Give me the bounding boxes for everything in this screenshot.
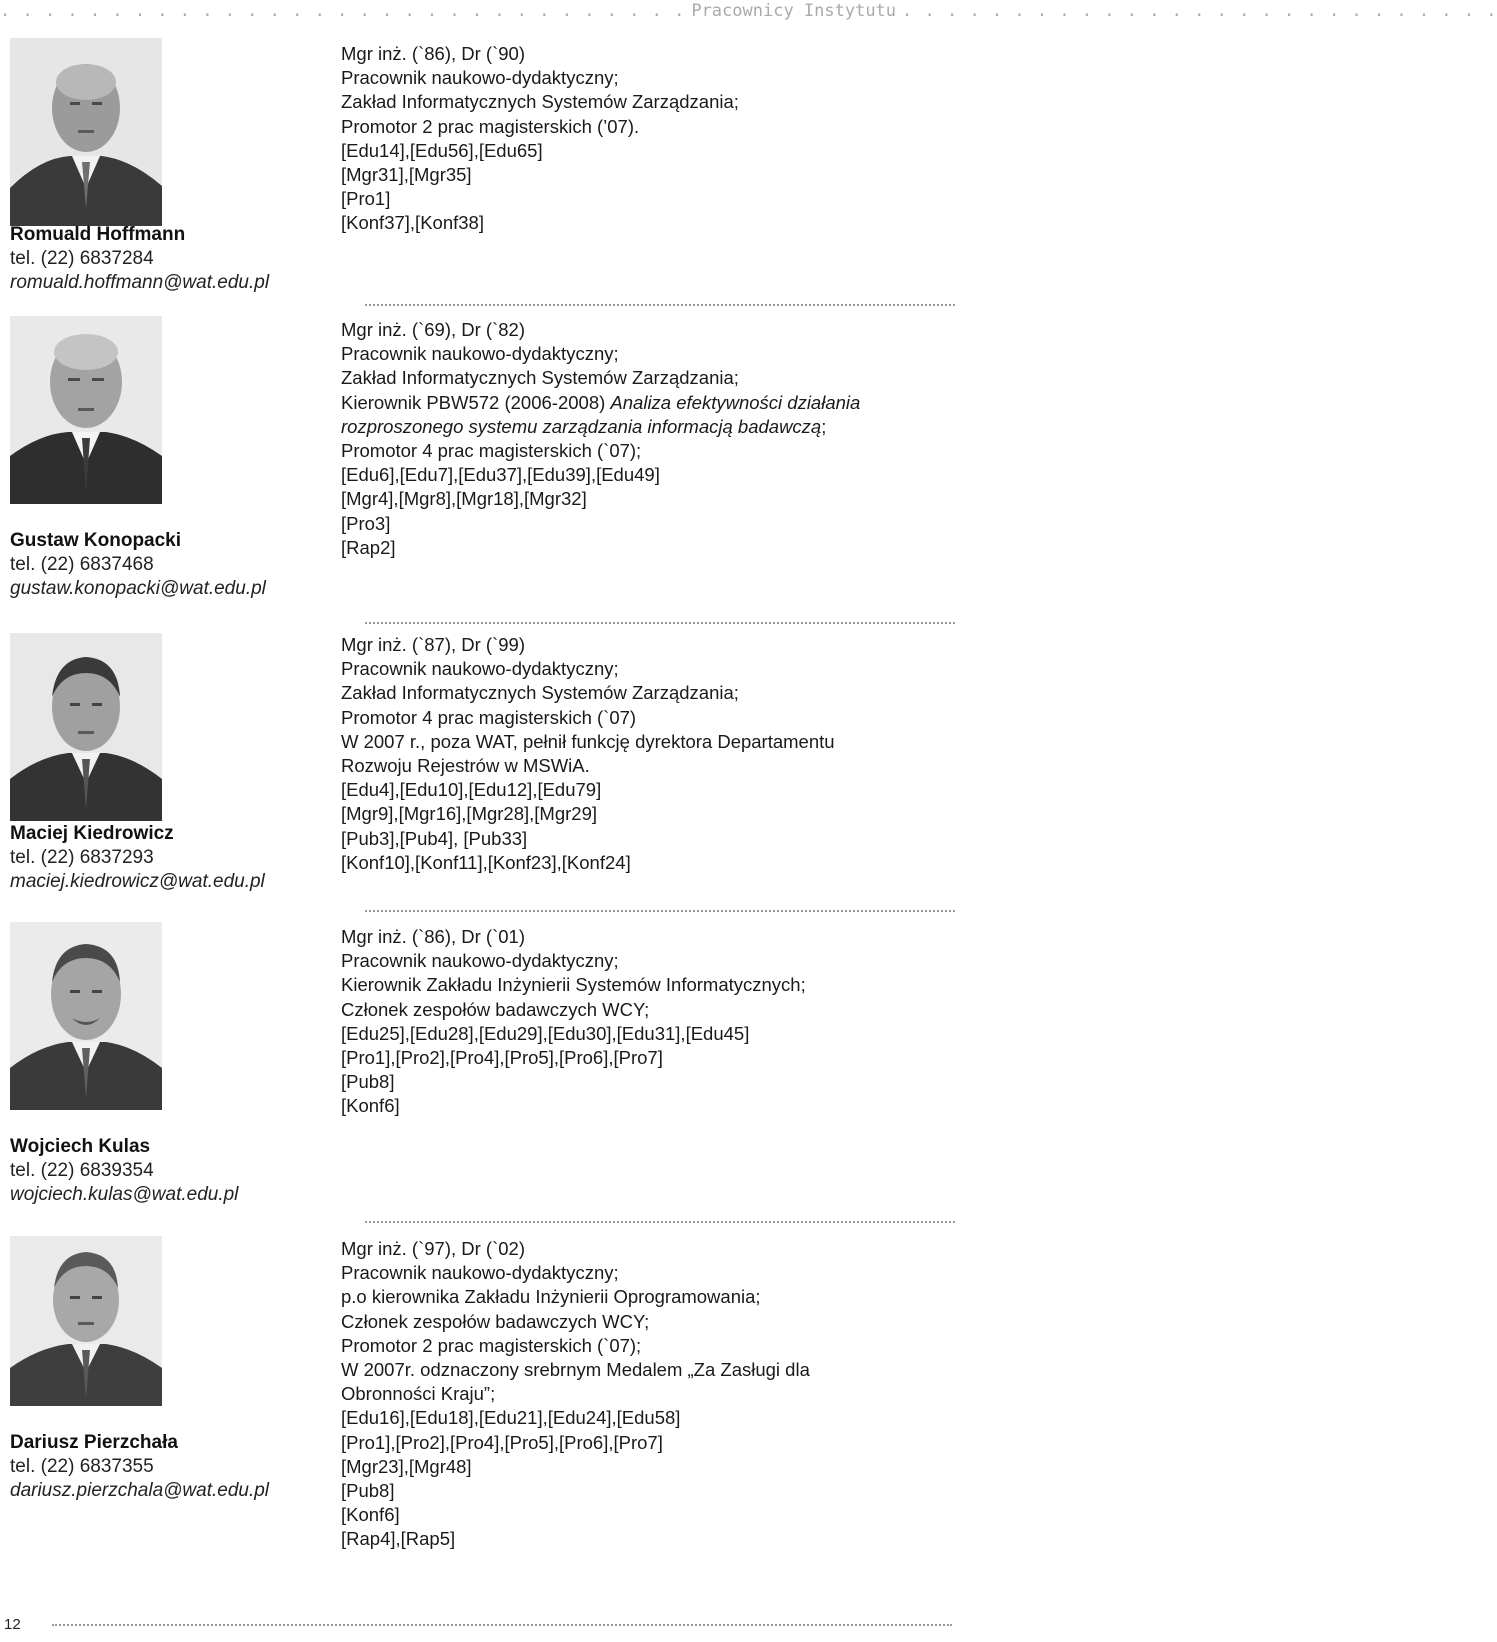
project-title: Analiza efektywności działania [610, 391, 861, 413]
detail-line: Mgr inż. (`97), Dr (`02) [341, 1238, 525, 1259]
project-title-cont: rozproszonego systemu zarządzania informacją badawczą [341, 415, 822, 437]
person-name: Wojciech Kulas [10, 1136, 151, 1157]
detail-line: Promotor 2 prac magisterskich (`07); [341, 1334, 642, 1356]
person-phone: tel. (22) 6837284 [10, 248, 154, 269]
contact-card [10, 1135, 310, 1207]
portrait-image [10, 316, 162, 504]
detail-line: [Pub3],[Pub4], [Pub33] [341, 827, 528, 849]
portrait-image [10, 38, 162, 226]
detail-line: [Konf10],[Konf11],[Konf23],[Konf24] [341, 851, 631, 873]
detail-line [341, 391, 951, 415]
person-email[interactable]: romuald.hoffmann@wat.edu.pl [10, 272, 270, 293]
detail-line: [Edu6],[Edu7],[Edu37],[Edu39],[Edu49] [341, 464, 660, 486]
person-phone: tel. (22) 6837355 [10, 1456, 154, 1477]
contact-card [10, 529, 310, 601]
detail-line: [Edu25],[Edu28],[Edu29],[Edu30],[Edu31],[Edu45] [341, 1022, 750, 1044]
detail-line: W 2007r. odznaczony srebrnym Medalem „Za Zasługi dla [341, 1359, 810, 1381]
person-phone: tel. (22) 6839354 [10, 1160, 154, 1181]
detail-line: [Edu14],[Edu56],[Edu65] [341, 139, 543, 161]
detail-text: ; [821, 415, 827, 437]
detail-line: W 2007 r., poza WAT, pełnił funkcję dyrektora Departamentu [341, 730, 835, 752]
footer-divider [52, 1624, 952, 1626]
contact-card [10, 1431, 310, 1503]
detail-line: [Rap4],[Rap5] [341, 1528, 456, 1550]
detail-line: [Rap2] [341, 536, 396, 558]
detail-line: Pracownik naukowo-dydaktyczny; [341, 950, 619, 972]
detail-line: [Mgr31],[Mgr35] [341, 164, 472, 186]
detail-line: [Mgr23],[Mgr48] [341, 1455, 472, 1477]
detail-line: [Mgr4],[Mgr8],[Mgr18],[Mgr32] [341, 488, 587, 510]
detail-line: Mgr inż. (`86), Dr (`90) [341, 43, 525, 64]
person-phone: tel. (22) 6837293 [10, 847, 154, 868]
section-divider [365, 1221, 955, 1223]
detail-line: [Konf37],[Konf38] [341, 212, 484, 234]
detail-line: [Pub8] [341, 1480, 395, 1502]
section-divider [365, 622, 955, 624]
person-details [341, 1237, 951, 1552]
detail-line: [Konf6] [341, 1504, 400, 1526]
portrait-photo [10, 922, 162, 1110]
detail-line: [Pro1],[Pro2],[Pro4],[Pro5],[Pro6],[Pro7] [341, 1431, 663, 1453]
person-email[interactable]: maciej.kiedrowicz@wat.edu.pl [10, 871, 265, 892]
detail-line: Mgr inż. (`69), Dr (`82) [341, 319, 525, 340]
portrait-image [10, 633, 162, 821]
detail-line: Kierownik Zakładu Inżynierii Systemów Informatycznych; [341, 974, 806, 996]
detail-line: Zakład Informatycznych Systemów Zarządzania; [341, 682, 739, 704]
detail-line [341, 415, 951, 439]
detail-line: Promotor 4 prac magisterskich (`07); [341, 440, 642, 462]
person-email[interactable]: wojciech.kulas@wat.edu.pl [10, 1184, 239, 1205]
detail-text: Kierownik PBW572 (2006-2008) [341, 391, 611, 413]
contact-card [10, 223, 310, 295]
portrait-image [10, 1236, 162, 1406]
detail-line: [Edu16],[Edu18],[Edu21],[Edu24],[Edu58] [341, 1407, 681, 1429]
person-email[interactable]: gustaw.konopacki@wat.edu.pl [10, 578, 266, 599]
detail-line: [Pro3] [341, 512, 391, 534]
portrait-image [10, 922, 162, 1110]
detail-line: Rozwoju Rejestrów w MSWiA. [341, 755, 590, 777]
detail-line: Zakład Informatycznych Systemów Zarządzania; [341, 367, 739, 389]
detail-line: Promotor 4 prac magisterskich (`07) [341, 706, 637, 728]
detail-line: [Konf6] [341, 1095, 400, 1117]
detail-line: Zakład Informatycznych Systemów Zarządzania; [341, 91, 739, 113]
detail-line: [Pub8] [341, 1071, 395, 1093]
detail-line: p.o kierownika Zakładu Inżynierii Oprogramowania; [341, 1286, 761, 1308]
detail-line: Pracownik naukowo-dydaktyczny; [341, 1262, 619, 1284]
section-divider [365, 910, 955, 912]
detail-line: Promotor 2 prac magisterskich (’07). [341, 115, 640, 137]
page-number: 12 [4, 1616, 21, 1633]
detail-line: Mgr inż. (`86), Dr (`01) [341, 926, 525, 947]
detail-line: [Pro1],[Pro2],[Pro4],[Pro5],[Pro6],[Pro7] [341, 1047, 663, 1069]
person-name: Dariusz Pierzchała [10, 1432, 178, 1453]
detail-line: Mgr inż. (`87), Dr (`99) [341, 634, 525, 655]
portrait-photo [10, 316, 162, 504]
detail-line: Pracownik naukowo-dydaktyczny; [341, 343, 619, 365]
person-name: Romuald Hoffmann [10, 224, 186, 245]
section-divider [365, 304, 955, 306]
person-name: Maciej Kiedrowicz [10, 823, 174, 844]
detail-line: [Pro1] [341, 188, 391, 210]
detail-line: Pracownik naukowo-dydaktyczny; [341, 67, 619, 89]
person-details [341, 925, 951, 1119]
person-details [341, 633, 951, 875]
portrait-photo [10, 633, 162, 821]
detail-line: Członek zespołów badawczych WCY; [341, 998, 650, 1020]
header-title: Pracownicy Instytutu [691, 1, 897, 21]
detail-line: Członek zespołów badawczych WCY; [341, 1310, 650, 1332]
header-leader-dots: . . . . . . . . . . . . . . . . . . . . . . . . . . . . . . . [0, 1, 686, 21]
person-details [341, 42, 951, 236]
portrait-photo [10, 38, 162, 226]
portrait-photo [10, 1236, 162, 1406]
detail-line: [Mgr9],[Mgr16],[Mgr28],[Mgr29] [341, 803, 598, 825]
detail-line: [Edu4],[Edu10],[Edu12],[Edu79] [341, 779, 602, 801]
page-header [0, 0, 1497, 24]
detail-line: Pracownik naukowo-dydaktyczny; [341, 658, 619, 680]
person-email[interactable]: dariusz.pierzchala@wat.edu.pl [10, 1480, 270, 1501]
detail-line: Obronności Kraju”; [341, 1383, 496, 1405]
person-name: Gustaw Konopacki [10, 530, 182, 551]
person-details [341, 318, 951, 560]
contact-card [10, 822, 310, 894]
person-phone: tel. (22) 6837468 [10, 554, 154, 575]
header-trailer-dots: . . . . . . . . . . . . . . . . . . . . . . . . . . . [902, 1, 1497, 21]
